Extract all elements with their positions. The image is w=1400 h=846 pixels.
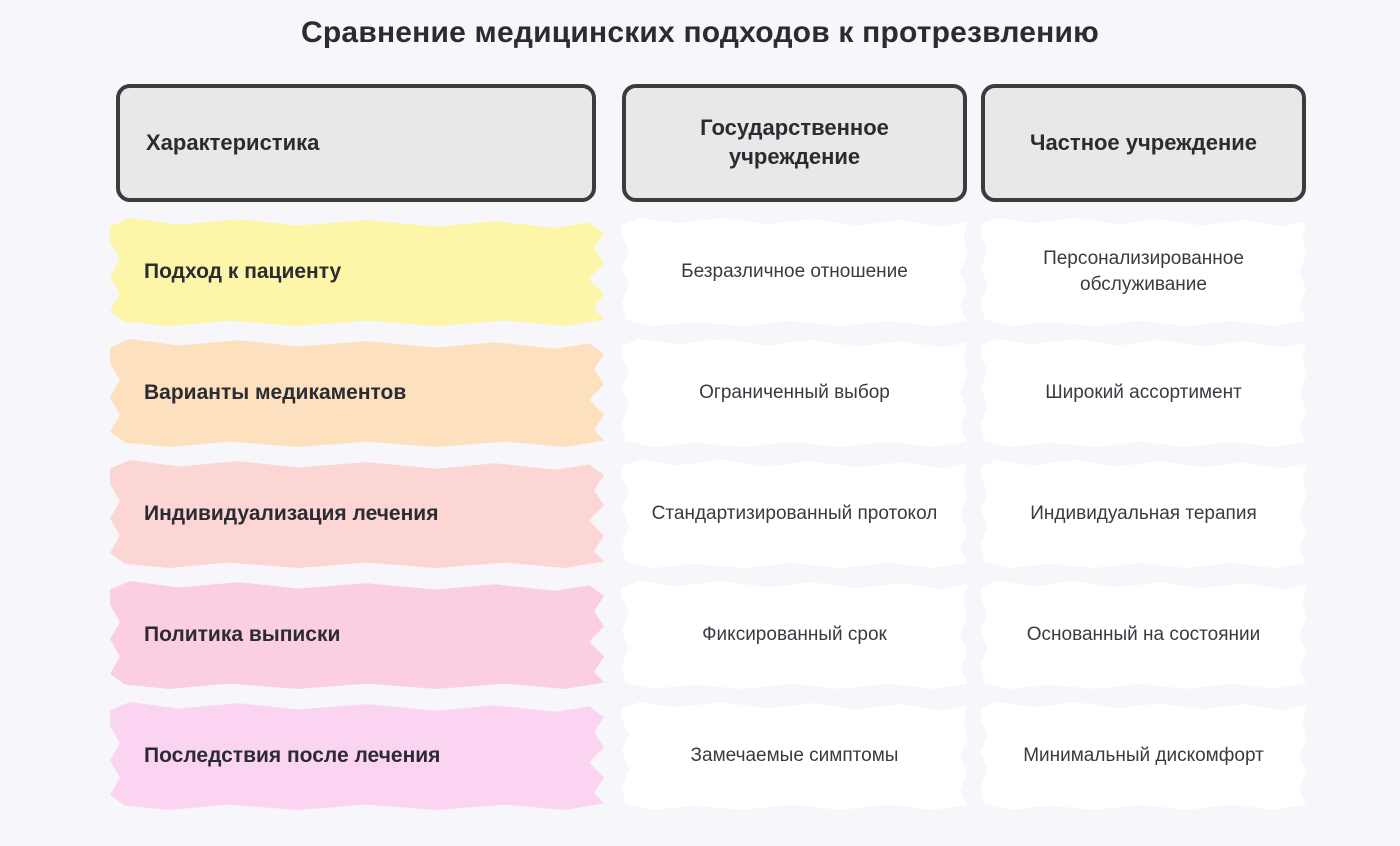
table-row [0, 696, 1400, 817]
government-value [622, 585, 967, 685]
feature-text: Политика выписки [144, 623, 341, 647]
header-cell-government [622, 84, 967, 212]
page-title: Сравнение медицинских подходов к протрезвлению [301, 16, 1099, 49]
government-value [622, 464, 967, 564]
government-text: Фиксированный срок [702, 623, 887, 645]
header-cell-feature [116, 84, 596, 212]
row-feature-cell [116, 454, 596, 575]
row-government-cell [622, 575, 967, 696]
government-value [622, 343, 967, 443]
row-government-cell [622, 212, 967, 333]
private-text: Широкий ассортимент [1045, 381, 1242, 403]
row-feature-cell [116, 575, 596, 696]
row-private-cell [981, 333, 1306, 454]
header-cell-private [981, 84, 1306, 212]
feature-label [116, 464, 596, 564]
private-text: Персонализированное обслуживание [1043, 247, 1244, 295]
private-text: Минимальный дискомфорт [1023, 744, 1264, 766]
private-text: Основанный на состоянии [1026, 623, 1261, 645]
government-value [622, 706, 967, 806]
header-feature-label: Характеристика [116, 84, 596, 202]
private-value [981, 464, 1306, 564]
row-feature-cell [116, 696, 596, 817]
table-row [0, 212, 1400, 333]
feature-text: Варианты медикаментов [144, 381, 407, 405]
row-private-cell [981, 454, 1306, 575]
private-value [981, 222, 1306, 322]
feature-label [116, 706, 596, 806]
feature-label [116, 222, 596, 322]
table-header-row [0, 84, 1400, 212]
row-private-cell [981, 212, 1306, 333]
row-government-cell [622, 696, 967, 817]
row-government-cell [622, 333, 967, 454]
private-text: Индивидуальная терапия [1030, 502, 1257, 524]
row-feature-cell [116, 333, 596, 454]
row-private-cell [981, 696, 1306, 817]
feature-text: Индивидуализация лечения [144, 502, 439, 526]
government-text: Замечаемые симптомы [690, 744, 899, 766]
feature-text: Последствия после лечения [144, 744, 441, 768]
feature-text: Подход к пациенту [144, 260, 342, 284]
row-government-cell [622, 454, 967, 575]
government-text: Стандартизированный протокол [651, 502, 938, 524]
government-value [622, 222, 967, 322]
header-government-label: Государственное учреждение [622, 84, 967, 202]
table-row [0, 454, 1400, 575]
table-row [0, 333, 1400, 454]
comparison-table [0, 84, 1400, 817]
government-text: Безразличное отношение [681, 260, 908, 282]
private-value [981, 706, 1306, 806]
row-feature-cell [116, 212, 596, 333]
private-value [981, 343, 1306, 443]
government-text: Ограниченный выбор [699, 381, 890, 403]
table-row [0, 575, 1400, 696]
feature-label [116, 343, 596, 443]
header-private-label: Частное учреждение [981, 84, 1306, 202]
row-private-cell [981, 575, 1306, 696]
private-value [981, 585, 1306, 685]
feature-label [116, 585, 596, 685]
